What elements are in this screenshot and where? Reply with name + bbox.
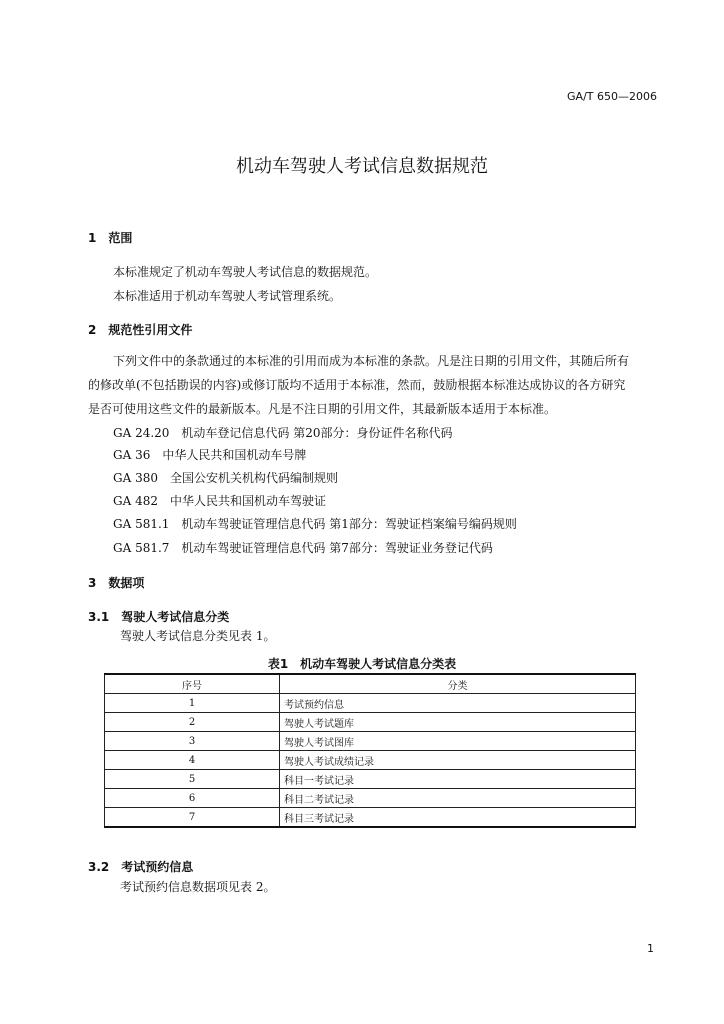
table-row bbox=[105, 732, 636, 751]
standard-code: GA/T 650—2006 bbox=[567, 90, 657, 103]
reference-item: GA 24.20 机动车登记信息代码 第20部分：身份证件名称代码 bbox=[113, 426, 453, 440]
row-number: 7 bbox=[105, 808, 280, 828]
reference-item: GA 581.1 机动车驾驶证管理信息代码 第1部分：驾驶证档案编号编码规则 bbox=[113, 517, 517, 531]
column-header-number: 序号 bbox=[105, 674, 280, 694]
reference-item: GA 36 中华人民共和国机动车号牌 bbox=[113, 448, 307, 462]
table-header-row bbox=[105, 674, 636, 694]
reference-item: GA 482 中华人民共和国机动车驾驶证 bbox=[113, 494, 326, 508]
references-intro-line-2: 的修改单(不包括勘误的内容)或修订版均不适用于本标准，然而，鼓励根据本标准达成协议的各方研究 bbox=[88, 378, 626, 392]
reference-item: GA 581.7 机动车驾驶证管理信息代码 第7部分：驾驶证业务登记代码 bbox=[113, 541, 493, 555]
section-3-1-heading: 3.1 驾驶人考试信息分类 bbox=[88, 610, 230, 624]
row-number: 1 bbox=[105, 694, 280, 713]
table-row bbox=[105, 713, 636, 732]
row-category: 驾驶人考试题库 bbox=[280, 713, 636, 732]
table-row bbox=[105, 789, 636, 808]
scope-paragraph-1: 本标准规定了机动车驾驶人考试信息的数据规范。 bbox=[113, 265, 378, 279]
table-row bbox=[105, 694, 636, 713]
references-intro-line-3: 是否可使用这些文件的最新版本。凡是不注日期的引用文件，其最新版本适用于本标准。 bbox=[88, 402, 557, 416]
row-category: 科目一考试记录 bbox=[280, 770, 636, 789]
section-3-2-heading: 3.2 考试预约信息 bbox=[88, 860, 194, 874]
section-3-1-text: 驾驶人考试信息分类见表 1。 bbox=[120, 629, 276, 643]
section-1-heading: 1 范围 bbox=[88, 231, 133, 245]
row-category: 科目二考试记录 bbox=[280, 789, 636, 808]
row-category: 科目三考试记录 bbox=[280, 808, 636, 828]
scope-paragraph-2: 本标准适用于机动车驾驶人考试管理系统。 bbox=[113, 289, 342, 303]
page-number: 1 bbox=[647, 942, 654, 955]
row-number: 3 bbox=[105, 732, 280, 751]
section-2-heading: 2 规范性引用文件 bbox=[88, 323, 193, 337]
row-category: 考试预约信息 bbox=[280, 694, 636, 713]
section-3-2-text: 考试预约信息数据项见表 2。 bbox=[120, 880, 276, 894]
classification-table bbox=[104, 673, 636, 828]
row-number: 6 bbox=[105, 789, 280, 808]
row-category: 驾驶人考试图库 bbox=[280, 732, 636, 751]
row-number: 4 bbox=[105, 751, 280, 770]
table-1-caption: 表1 机动车驾驶人考试信息分类表 bbox=[267, 657, 457, 671]
column-header-category: 分类 bbox=[280, 674, 636, 694]
row-number: 5 bbox=[105, 770, 280, 789]
row-category: 驾驶人考试成绩记录 bbox=[280, 751, 636, 770]
table-row bbox=[105, 770, 636, 789]
reference-item: GA 380 全国公安机关机构代码编制规则 bbox=[113, 471, 338, 485]
row-number: 2 bbox=[105, 713, 280, 732]
document-title: 机动车驾驶人考试信息数据规范 bbox=[236, 156, 488, 177]
table-row bbox=[105, 808, 636, 828]
references-intro-line-1: 下列文件中的条款通过的本标准的引用而成为本标准的条款。凡是注日期的引用文件，其随后所有 bbox=[113, 354, 630, 368]
table-row bbox=[105, 751, 636, 770]
section-3-heading: 3 数据项 bbox=[88, 576, 145, 590]
